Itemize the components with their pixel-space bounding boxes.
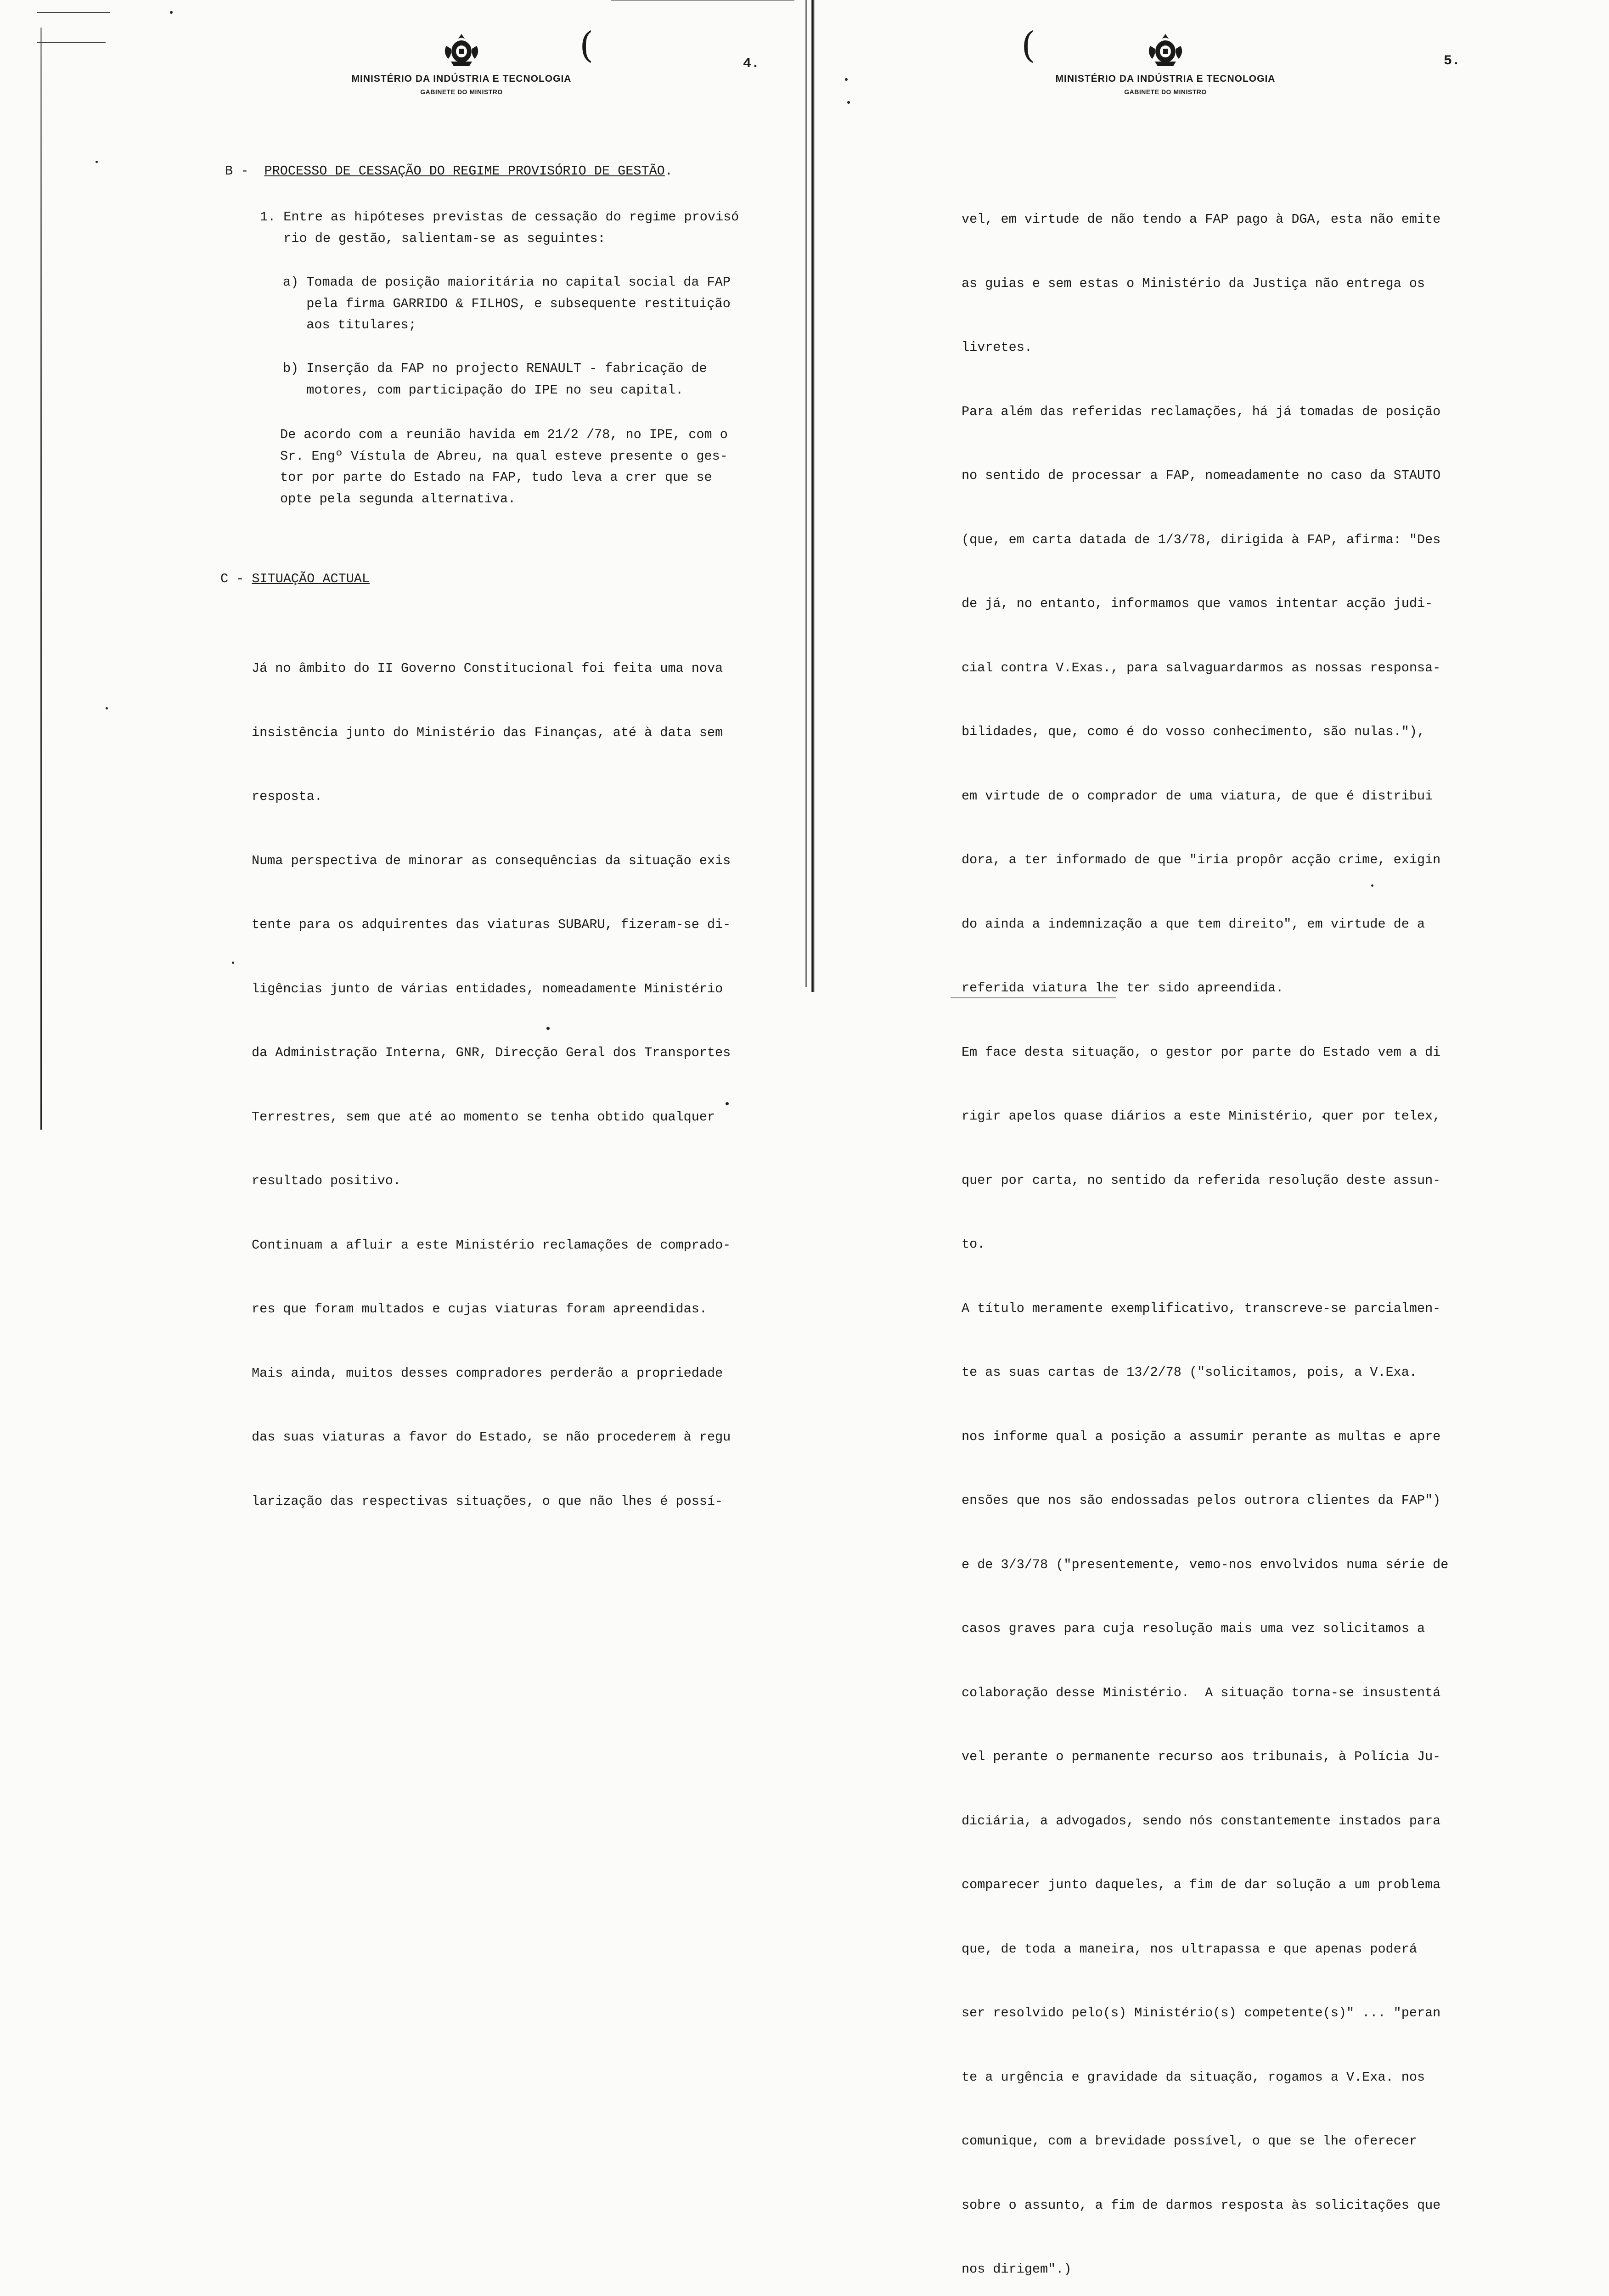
text-line: vel perante o permanente recurso aos tribunais, à Polícia Ju- [962, 1749, 1441, 1764]
text-line: casos graves para cuja resolução mais uma vez solicitamos a [962, 1621, 1425, 1636]
text-line: da Administração Interna, GNR, Direcção Geral dos Transportes [252, 1045, 731, 1060]
text-line: Continuam a afluir a este Ministério reclamações de comprado- [252, 1237, 731, 1253]
text-line: nos dirigem".) [962, 2262, 1072, 2277]
page-number: 4. [743, 56, 760, 72]
section-b-item-b [283, 358, 707, 401]
section-c-body [252, 615, 731, 1555]
coat-of-arms-icon [1146, 32, 1185, 68]
page-right [815, 0, 1609, 2277]
text-line: motores, com participação do IPE no seu capital. [283, 382, 684, 398]
text-line: resultado positivo. [252, 1173, 401, 1188]
binder-hook-mark: ( [579, 25, 594, 66]
text-line: colaboração desse Ministério. A situação torna-se insustentá [962, 1685, 1441, 1700]
text-line: das suas viaturas a favor do Estado, se não procederem à regu [252, 1429, 731, 1445]
section-b-item-1 [260, 207, 739, 249]
cabinet-name: GABINETE DO MINISTRO [1124, 88, 1207, 96]
letterhead [1041, 32, 1289, 96]
text-line: Sr. Engº Vístula de Abreu, na qual esteve presente o ges- [280, 448, 728, 464]
section-c-letter: C - [220, 571, 244, 586]
ministry-name: MINISTÉRIO DA INDÚSTRIA E TECNOLOGIA [351, 73, 572, 84]
text-line: comparecer junto daqueles, a fim de dar solução a um problema [962, 1877, 1441, 1892]
coat-of-arms-icon [442, 32, 481, 68]
text-line: a) Tomada de posição maioritária no capital social da FAP [283, 275, 731, 290]
text-line: Já no âmbito do II Governo Constitucional foi feita uma nova [252, 661, 723, 676]
text-line: as guias e sem estas o Ministério da Justiça não entrega os [962, 276, 1425, 291]
text-line: bilidades, que, como é do vosso conhecimento, são nulas."), [962, 724, 1425, 739]
text-line: rigir apelos quase diários a este Ministério, quer por telex, [962, 1109, 1441, 1124]
text-line: larização das respectivas situações, o que não lhes é possí- [252, 1493, 723, 1509]
text-line: cial contra V.Exas., para salvaguardarmos as nossas responsa- [962, 660, 1441, 675]
section-b-heading [225, 163, 673, 179]
text-line: (que, em carta datada de 1/3/78, dirigida à FAP, afirma: "Des [962, 532, 1441, 547]
cabinet-name: GABINETE DO MINISTRO [420, 88, 503, 96]
text-line: to. [962, 1237, 985, 1252]
text-line: Para além das referidas reclamações, há já tomadas de posição [962, 404, 1441, 419]
text-line: b) Inserção da FAP no projecto RENAULT - fabricação de [283, 361, 707, 376]
text-line: De acordo com a reunião havida em 21/2 /78, no IPE, com o [280, 427, 728, 442]
text-line: ensões que nos são endossadas pelos outrora clientes da FAP") [962, 1493, 1441, 1508]
text-line: aos titulares; [283, 317, 416, 332]
text-line: ligências junto de várias entidades, nomeadamente Ministério [252, 981, 723, 996]
text-line: resposta. [252, 789, 322, 804]
section-b-letter: B - [225, 163, 249, 179]
text-line: nos informe qual a posição a assumir perante as multas e apre [962, 1429, 1441, 1444]
text-line: de já, no entanto, informamos que vamos intentar acção judi- [962, 596, 1433, 611]
text-line: opte pela segunda alternativa. [280, 491, 516, 506]
text-line: tente para os adquirentes das viaturas SUBARU, fizeram-se di- [252, 917, 731, 932]
ministry-name: MINISTÉRIO DA INDÚSTRIA E TECNOLOGIA [1055, 73, 1276, 84]
section-b-item-a [283, 272, 731, 336]
text-line: quer por carta, no sentido da referida resolução deste assun- [962, 1172, 1441, 1188]
text-line: insistência junto do Ministério das Finanças, até à data sem [252, 725, 723, 740]
text-line: no sentido de processar a FAP, nomeadamente no caso da STAUTO [962, 468, 1441, 483]
text-line: A título meramente exemplificativo, transcreve-se parcialmen- [962, 1300, 1441, 1316]
text-line: do ainda a indemnização a que tem direito", em virtude de a [962, 916, 1425, 932]
section-c-heading [220, 571, 370, 586]
text-line: em virtude de o comprador de uma viatura, de que é distribui [962, 788, 1433, 804]
text-line: que, de toda a maneira, nos ultrapassa e que apenas poderá [962, 1941, 1417, 1957]
section-b-title-end: . [664, 163, 673, 179]
text-line: Em face desta situação, o gestor por parte do Estado vem a di [962, 1044, 1441, 1060]
text-line: Mais ainda, muitos desses compradores perderão a propriedade [252, 1365, 723, 1381]
section-b-paragraph [280, 424, 728, 510]
text-line: 1. Entre as hipóteses previstas de cessação do regime provisó [260, 209, 739, 225]
binder-hook-mark: ( [1021, 25, 1035, 66]
section-c-title: SITUAÇÃO ACTUAL [252, 571, 370, 586]
text-line: comunique, com a brevidade possível, o que se lhe oferecer [962, 2133, 1417, 2149]
text-line: e de 3/3/78 ("presentemente, vemo-nos envolvidos numa série de [962, 1557, 1449, 1572]
text-line: te as suas cartas de 13/2/78 ("solicitamos, pois, a V.Exa. [962, 1365, 1417, 1380]
text-line: te a urgência e gravidade da situação, rogamos a V.Exa. nos [962, 2069, 1425, 2085]
page-left [0, 0, 815, 1509]
text-line: Terrestres, sem que até ao momento se tenha obtido qualquer [252, 1109, 715, 1125]
text-line: pela firma GARRIDO & FILHOS, e subsequente restituição [283, 296, 731, 311]
text-line: referida viatura lhe ter sido apreendida. [962, 980, 1284, 996]
text-line: livretes. [962, 340, 1032, 355]
text-line: Numa perspectiva de minorar as consequências da situação exis [252, 853, 731, 868]
page-number: 5. [1444, 53, 1461, 69]
text-line: dora, a ter informado de que "iria propôr acção crime, exigin [962, 852, 1441, 867]
text-line: diciária, a advogados, sendo nós constantemente instados para [962, 1813, 1441, 1829]
text-line: res que foram multados e cujas viaturas foram apreendidas. [252, 1301, 707, 1317]
text-line: vel, em virtude de não tendo a FAP pago à DGA, esta não emite [962, 212, 1441, 227]
text-line: rio de gestão, salientam-se as seguintes: [260, 231, 606, 246]
section-b-title: PROCESSO DE CESSAÇÃO DO REGIME PROVISÓRIO DE GESTÃO [264, 163, 665, 179]
right-page-body [962, 166, 1448, 2296]
text-line: ser resolvido pelo(s) Ministério(s) competente(s)" ... "peran [962, 2005, 1441, 2020]
letterhead [338, 32, 585, 96]
text-line: sobre o assunto, a fim de darmos resposta às solicitações que [962, 2197, 1441, 2213]
text-line: tor por parte do Estado na FAP, tudo leva a crer que se [280, 470, 712, 485]
